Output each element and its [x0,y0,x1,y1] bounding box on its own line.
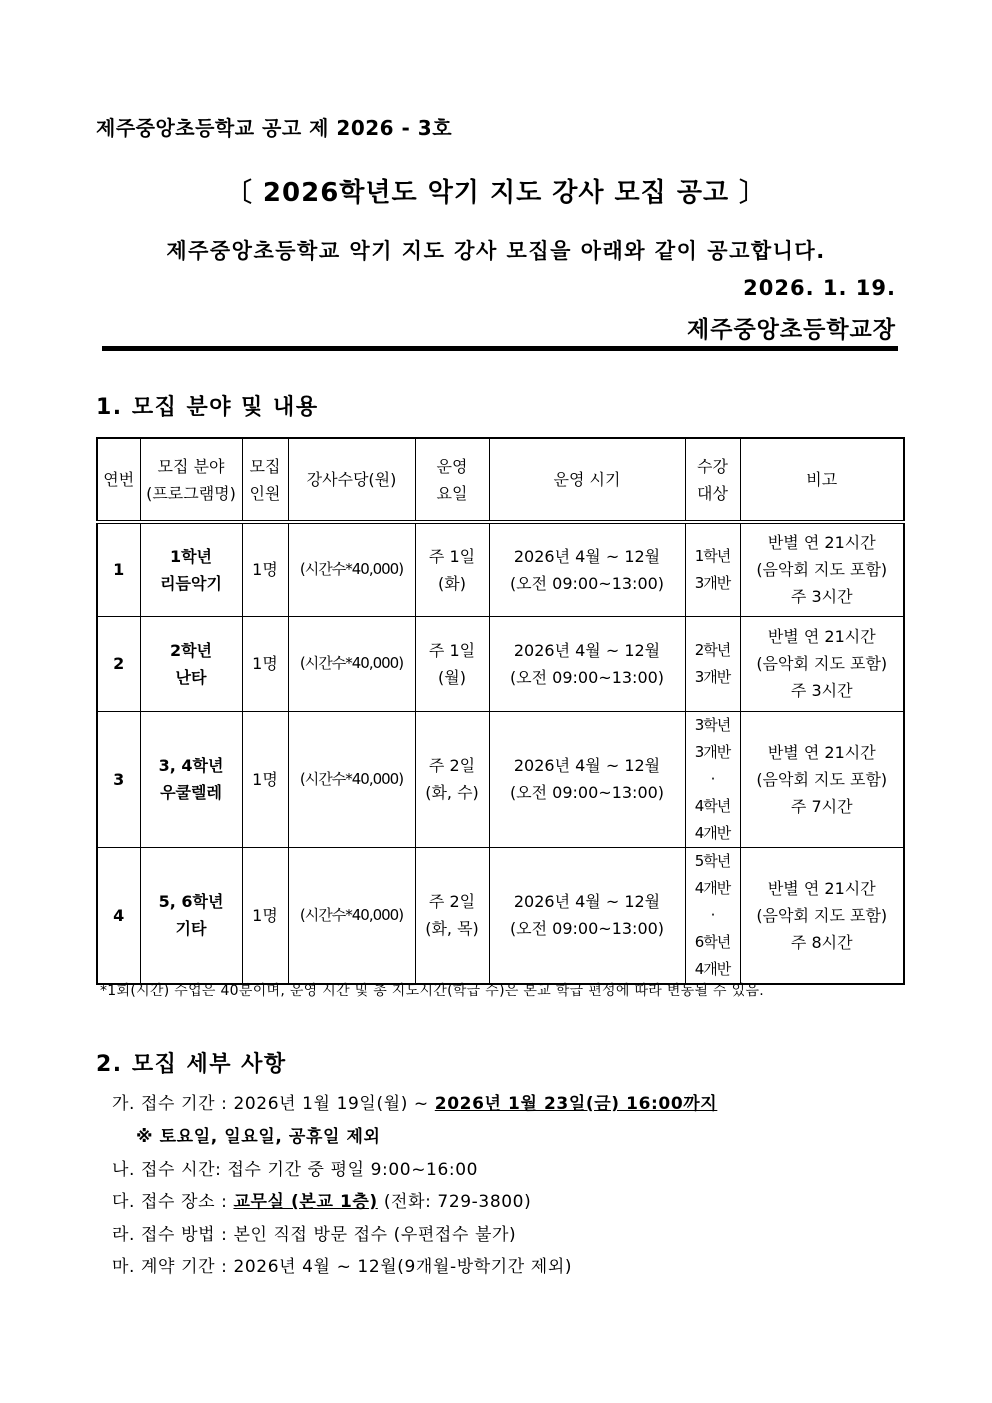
table-footnote: *1회(시간) 수업은 40분이며, 운영 시간 및 총 지도시간(학급 수)은 본교 학급 편성에 따라 변동될 수 있음. [100,983,765,999]
row-no: 4 [97,847,140,984]
row-days: 주 2일 (화, 목) [415,847,489,984]
row-count: 1명 [242,847,288,984]
row-field: 3, 4학년 우쿨렐레 [140,711,242,847]
row-target: 3학년 3개반 · 4학년 4개반 [685,711,740,847]
row-pay: (시간수*40,000) [288,711,415,847]
header-pay: 강사수당(원) [288,438,415,522]
row-note: 반별 연 21시간 (음악회 지도 포함) 주 8시간 [740,847,904,984]
detail-place: 다. 접수 장소 : 교무실 (본교 1층) (전화: 729-3800) [112,1192,532,1212]
row-days: 주 1일 (화) [415,522,489,616]
row-pay: (시간수*40,000) [288,847,415,984]
header-target: 수강 대상 [685,438,740,522]
row-target: 5학년 4개반 · 6학년 4개반 [685,847,740,984]
row-period: 2026년 4월 ~ 12월 (오전 09:00~13:00) [489,522,685,616]
deadline-text: 2026년 1월 23일(금) 16:00까지 [434,1094,718,1114]
header-note: 비고 [740,438,904,522]
section-1-title: 1. 모집 분야 및 내용 [96,395,319,420]
row-days: 주 1일 (월) [415,616,489,711]
header-period: 운영 시기 [489,438,685,522]
row-no: 2 [97,616,140,711]
row-field: 2학년 난타 [140,616,242,711]
detail-period-note: ※ 토요일, 일요일, 공휴일 제외 [136,1127,381,1147]
table-header-row [97,438,904,522]
place-value: 교무실 (본교 1층) [233,1192,378,1212]
header-divider [102,346,898,351]
detail-contract: 마. 계약 기간 : 2026년 4월 ~ 12월(9개월-방학기간 제외) [112,1257,573,1277]
row-field: 5, 6학년 기타 [140,847,242,984]
detail-method: 라. 접수 방법 : 본인 직접 방문 접수 (우편접수 불가) [112,1225,517,1245]
row-no: 1 [97,522,140,616]
row-note: 반별 연 21시간 (음악회 지도 포함) 주 3시간 [740,522,904,616]
row-period: 2026년 4월 ~ 12월 (오전 09:00~13:00) [489,711,685,847]
header-no: 연번 [97,438,140,522]
row-note: 반별 연 21시간 (음악회 지도 포함) 주 7시간 [740,711,904,847]
notice-date: 2026. 1. 19. [743,276,896,300]
table-row [97,616,904,711]
recruitment-table [96,437,905,985]
intro-sentence: 제주중앙초등학교 악기 지도 강사 모집을 아래와 같이 공고합니다. [166,239,826,263]
row-field: 1학년 리듬악기 [140,522,242,616]
row-period: 2026년 4월 ~ 12월 (오전 09:00~13:00) [489,616,685,711]
row-note: 반별 연 21시간 (음악회 지도 포함) 주 3시간 [740,616,904,711]
row-pay: (시간수*40,000) [288,522,415,616]
section-2-title: 2. 모집 세부 사항 [96,1052,287,1077]
document-title: 〔 2026학년도 악기 지도 강사 모집 공고 〕 [225,178,767,208]
header-field: 모집 분야 (프로그램명) [140,438,242,522]
row-count: 1명 [242,711,288,847]
header-days: 운영 요일 [415,438,489,522]
issuer-name: 제주중앙초등학교장 [687,317,896,343]
row-days: 주 2일 (화, 수) [415,711,489,847]
row-target: 1학년 3개반 [685,522,740,616]
table-row [97,522,904,616]
row-count: 1명 [242,522,288,616]
row-count: 1명 [242,616,288,711]
table-row [97,711,904,847]
detail-period: 가. 접수 기간 : 2026년 1월 19일(월) ~ 2026년 1월 23일(금) 16:00까지 [112,1094,718,1114]
row-no: 3 [97,711,140,847]
header-count: 모집 인원 [242,438,288,522]
table-row [97,847,904,984]
row-period: 2026년 4월 ~ 12월 (오전 09:00~13:00) [489,847,685,984]
detail-time: 나. 접수 시간: 접수 기간 중 평일 9:00~16:00 [112,1160,479,1180]
row-pay: (시간수*40,000) [288,616,415,711]
row-target: 2학년 3개반 [685,616,740,711]
notice-number: 제주중앙초등학교 공고 제 2026 - 3호 [96,116,453,140]
